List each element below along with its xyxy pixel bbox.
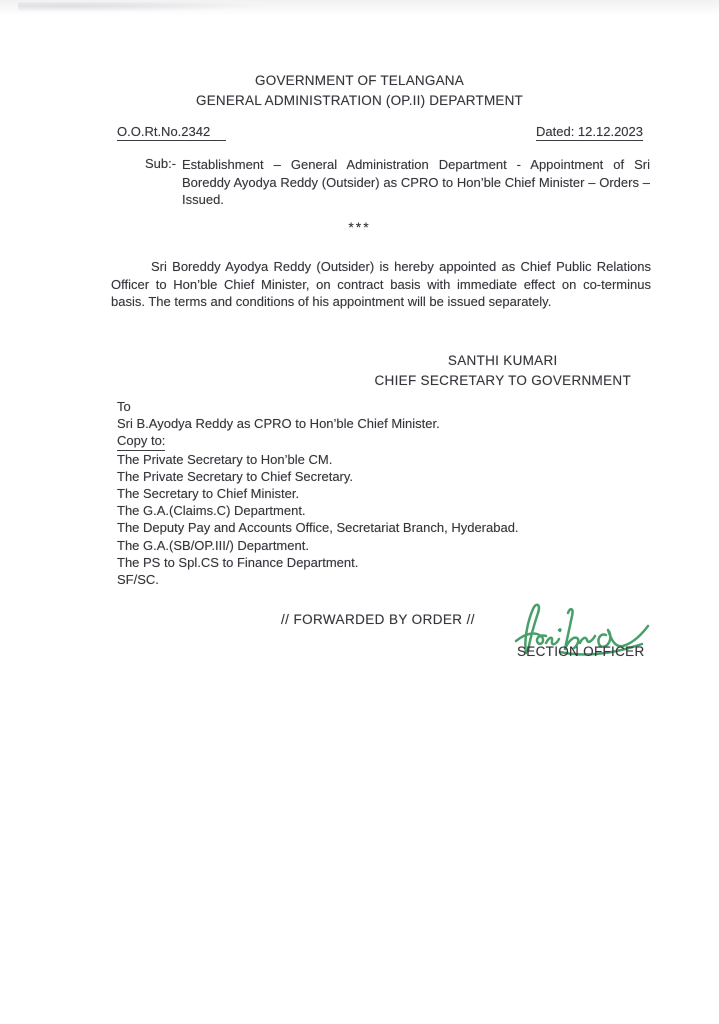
- order-paragraph: Sri Boreddy Ayodya Reddy (Outsider) is hereby appointed as Chief Public Relations Officer to Hon’ble Chief Minister, on contract basis with immediate effect on co-terminus basis. The terms and conditions of his appointment will be issued separately.: [111, 259, 651, 309]
- copy-item: The Deputy Pay and Accounts Office, Secretariat Branch, Hyderabad.: [117, 520, 519, 536]
- government-title: GOVERNMENT OF TELANGANA: [255, 73, 464, 88]
- to-line: Sri B.Ayodya Reddy as CPRO to Hon’ble Chief Minister.: [117, 416, 440, 432]
- order-number: O.O.Rt.No.2342: [117, 124, 226, 141]
- department-title: GENERAL ADMINISTRATION (OP.II) DEPARTMENT: [196, 93, 523, 108]
- order-date: Dated: 12.12.2023: [536, 124, 643, 139]
- signatory-designation: CHIEF SECRETARY TO GOVERNMENT: [374, 373, 631, 388]
- copy-item: The Secretary to Chief Minister.: [117, 486, 300, 502]
- section-separator: ***: [348, 219, 371, 235]
- addressee-block: [117, 398, 659, 588]
- copy-item: The Private Secretary to Chief Secretary.: [117, 468, 354, 484]
- reference-row: [117, 124, 643, 141]
- subject-text: Establishment – General Administration Department - Appointment of Sri Boreddy Ayodya Reddy (Outsider) as CPRO to Hon’ble Chief Minister – Orders – Issued.: [182, 157, 650, 207]
- to-label: To: [117, 399, 131, 414]
- section-officer-title: SECTION OFFICER: [517, 644, 645, 659]
- copy-item: SF/SC.: [117, 572, 159, 588]
- copy-item: The PS to Spl.CS to Finance Department.: [117, 554, 359, 570]
- copy-to-label: Copy to:: [117, 432, 165, 450]
- copy-item: The G.A.(SB/OP.III/) Department.: [117, 537, 309, 553]
- signatory-name: SANTHI KUMARI: [447, 353, 558, 368]
- signatory-block: [375, 351, 632, 391]
- copy-item: The G.A.(Claims.C) Department.: [117, 503, 306, 519]
- scan-artifact-top-left: [18, 2, 268, 12]
- copy-item: The Private Secretary to Hon’ble CM.: [117, 451, 333, 467]
- subject-label: Sub:-: [145, 156, 177, 171]
- document-header: [0, 71, 719, 111]
- scan-artifact-top: [0, 0, 719, 16]
- forwarded-by-order: // FORWARDED BY ORDER //: [281, 612, 475, 627]
